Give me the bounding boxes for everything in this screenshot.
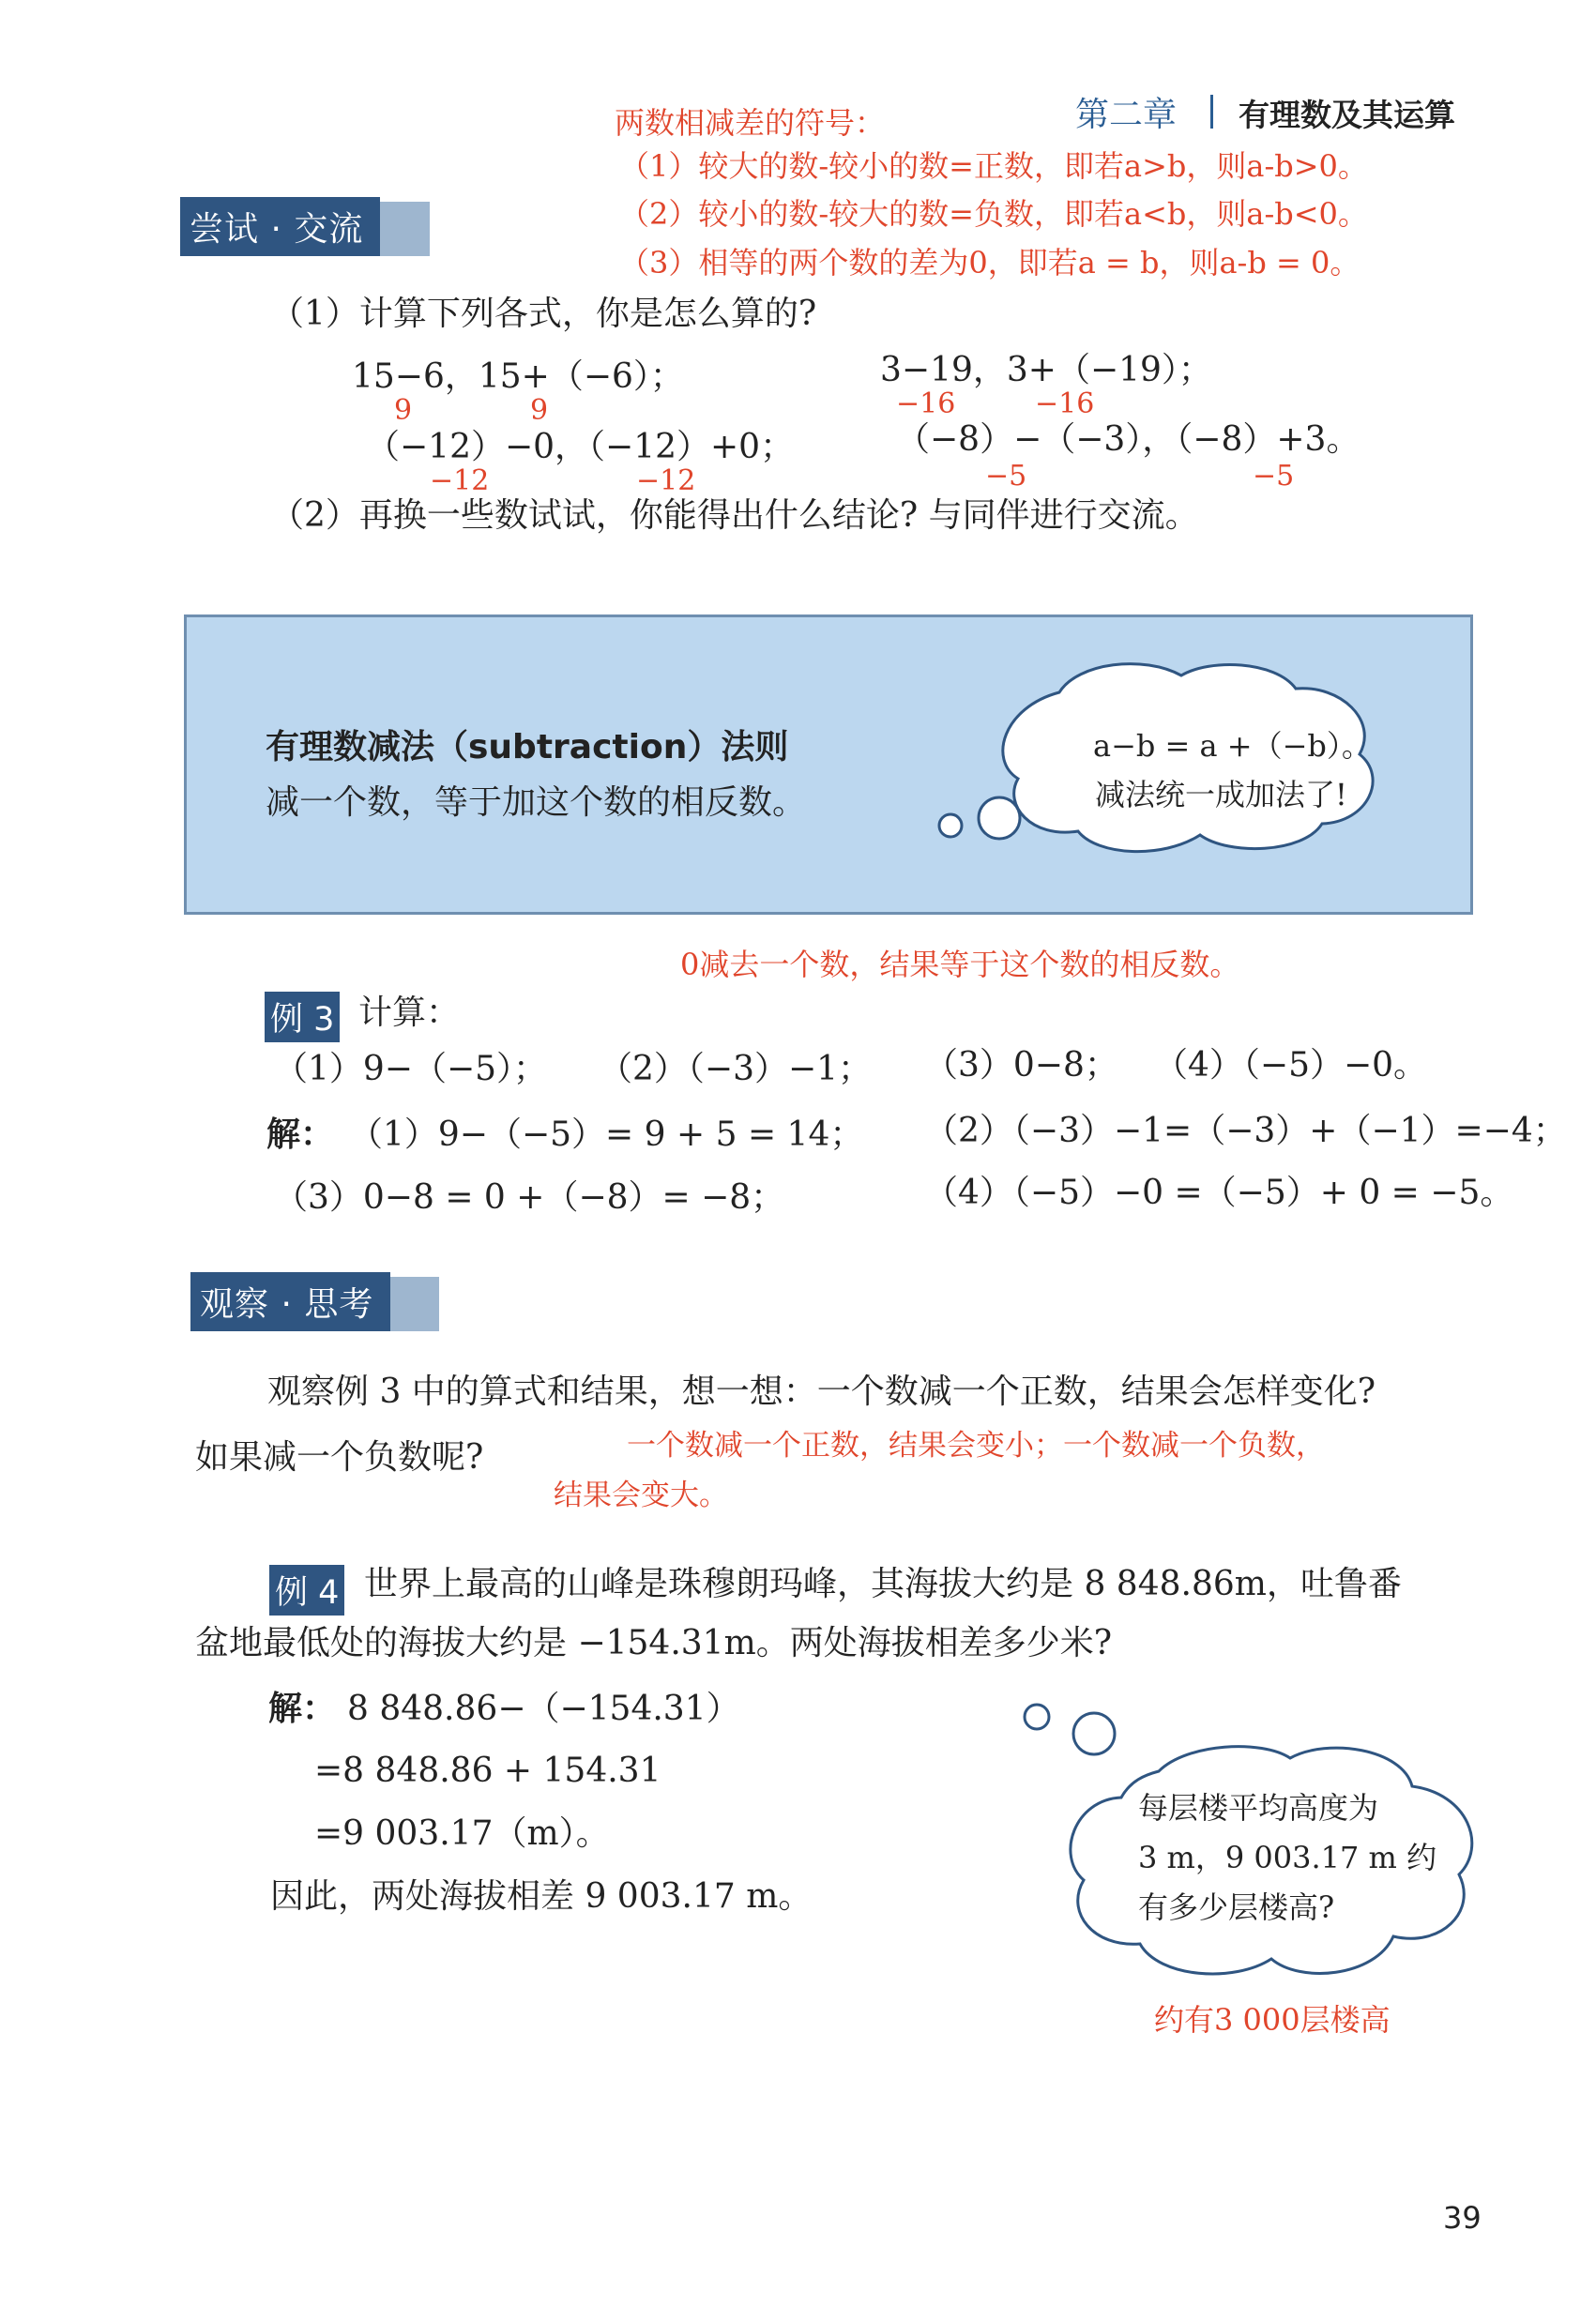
example-4-line-2: 盆地最低处的海拔大约是 −154.31m。两处海拔相差多少米?	[195, 1624, 1113, 1662]
expr-row2-left: （−12）−0，（−12）+0；	[366, 428, 795, 466]
expr-row1-left: 15−6，15+（−6）；	[352, 357, 684, 396]
answer-6: −12	[636, 464, 696, 497]
cloud-2-answer: 约有3 000层楼高	[1154, 2002, 1391, 2038]
observe-note-1: 一个数减一个正数，结果会变小；一个数减一个负数，	[627, 1429, 1325, 1463]
chapter-title: 有理数及其运算	[1239, 97, 1455, 133]
problem-1: （1）9−（−5）；	[274, 1050, 548, 1088]
question-2: （2）再换一些数试试，你能得出什么结论? 与同伴进行交流。	[270, 496, 1199, 535]
rule-body: 减一个数，等于加这个数的相反数。	[266, 783, 807, 822]
step-1: 8 848.86−（−154.31）	[347, 1690, 740, 1728]
cloud-2-line-3: 有多少层楼高?	[1138, 1889, 1335, 1925]
cloud-2-line-2: 3 m，9 003.17 m 约	[1138, 1840, 1437, 1875]
cloud-note: 减法统一成加法了!	[1095, 777, 1347, 812]
rule-title: 有理数减法（subtraction）法则	[266, 728, 789, 766]
cloud-formula: a−b = a +（−b）。	[1093, 728, 1372, 764]
chapter-label: 第二章	[1075, 96, 1178, 134]
example-3-label: 计算：	[358, 994, 461, 1032]
example-3-tag: 例 3	[265, 992, 340, 1042]
step-3: =9 003.17（m）。	[314, 1814, 610, 1853]
answer-1: 9	[394, 394, 413, 427]
example-4-line-1: 世界上最高的山峰是珠穆朗玛峰，其海拔大约是 8 848.86m，吐鲁番	[364, 1565, 1402, 1603]
observe-note-2: 结果会变大。	[554, 1479, 728, 1512]
answer-8: −5	[1253, 460, 1295, 493]
problem-3: （3）0−8；	[924, 1046, 1118, 1085]
step-2: =8 848.86 + 154.31	[314, 1752, 661, 1790]
answer-5: −12	[430, 464, 490, 497]
expr-row1-right: 3−19，3+（−19）；	[880, 351, 1212, 389]
solution-label-4: 解：	[268, 1689, 337, 1728]
solution-3: （3）0−8 = 0 +（−8）= −8；	[274, 1178, 785, 1217]
answer-3: −16	[896, 387, 956, 420]
zero-note: 0减去一个数，结果等于这个数的相反数。	[680, 947, 1240, 982]
answer-4: −16	[1035, 387, 1095, 420]
question-1: （1）计算下列各式，你是怎么算的?	[270, 295, 817, 333]
solution-label-3: 解：	[266, 1115, 335, 1154]
header-divider	[1210, 95, 1213, 129]
observe-line-2: 如果减一个负数呢?	[195, 1438, 484, 1477]
solution-2: （2）（−3）−1=（−3）+（−1）=−4；	[924, 1112, 1567, 1150]
example-4-tag: 例 4	[269, 1565, 344, 1616]
solution-4: （4）（−5）−0 =（−5）+ 0 = −5。	[924, 1174, 1514, 1212]
problem-2: （2）（−3）−1；	[599, 1050, 873, 1088]
cloud-2-line-1: 每层楼平均高度为	[1138, 1790, 1379, 1826]
answer-7: −5	[985, 460, 1027, 493]
annotation-heading: 两数相减差的符号：	[615, 105, 886, 141]
solution-1: （1）9−（−5）= 9 + 5 = 14；	[349, 1115, 864, 1154]
rule-box	[184, 614, 1473, 915]
annotation-line-2: （2）较小的数-较大的数=负数，即若a<b，则a-b<0。	[619, 196, 1368, 232]
section-tag-observe: 观察 · 思考	[190, 1272, 390, 1331]
observe-line-1: 观察例 3 中的算式和结果，想一想：一个数减一个正数，结果会怎样变化?	[267, 1373, 1376, 1411]
page-number: 39	[1443, 2200, 1482, 2236]
problem-4: （4）（−5）−0。	[1154, 1046, 1428, 1085]
section-tag-try: 尝试 · 交流	[180, 197, 380, 256]
answer-2: 9	[530, 394, 549, 427]
conclusion: 因此，两处海拔相差 9 003.17 m。	[270, 1877, 813, 1916]
annotation-line-3: （3）相等的两个数的差为0，即若a = b，则a-b = 0。	[619, 245, 1360, 281]
expr-row2-right: （−8）−（−3），（−8）+3。	[896, 420, 1360, 459]
annotation-line-1: （1）较大的数-较小的数=正数，即若a>b，则a-b>0。	[619, 148, 1368, 184]
